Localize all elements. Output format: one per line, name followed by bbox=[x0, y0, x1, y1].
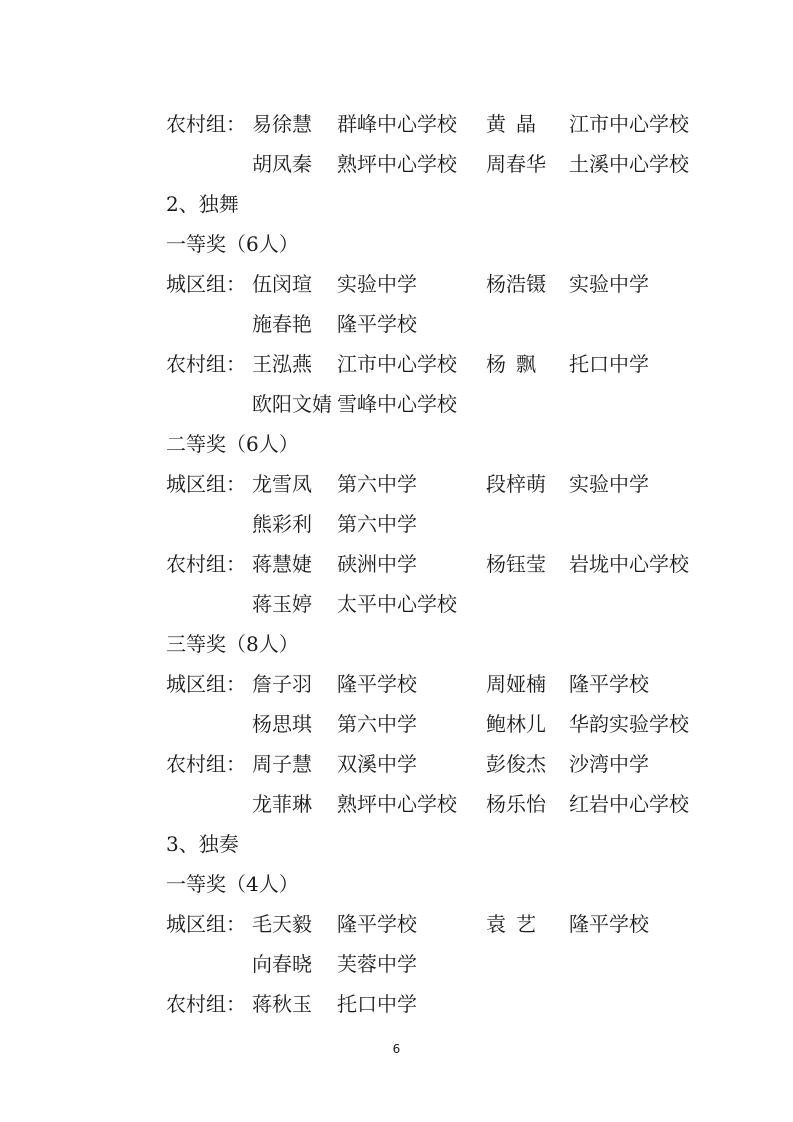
school-name: 隆平学校 bbox=[337, 312, 417, 336]
group-label: 城区组： bbox=[166, 912, 246, 936]
group-label: 城区组： bbox=[166, 472, 246, 496]
school-name: 熟坪中心学校 bbox=[337, 792, 457, 816]
school-name: 江市中心学校 bbox=[569, 112, 689, 136]
winner-name: 向春晓 bbox=[252, 952, 312, 976]
heading-text: 一等奖（4人） bbox=[166, 872, 299, 896]
winner-name: 彭俊杰 bbox=[486, 752, 546, 776]
group-label: 农村组： bbox=[166, 352, 246, 376]
winner-name: 鲍林儿 bbox=[486, 712, 546, 736]
winner-name: 周春华 bbox=[486, 152, 546, 176]
heading-text: 三等奖（8人） bbox=[166, 632, 299, 656]
winner-name: 毛天毅 bbox=[252, 912, 312, 936]
school-name: 熟坪中心学校 bbox=[337, 152, 457, 176]
winner-name: 袁艺 bbox=[486, 912, 546, 936]
school-name: 托口中学 bbox=[337, 992, 417, 1016]
group-label: 城区组： bbox=[166, 672, 246, 696]
winner-name: 周娅楠 bbox=[486, 672, 546, 696]
school-name: 托口中学 bbox=[569, 352, 649, 376]
school-name: 第六中学 bbox=[337, 712, 417, 736]
winner-name: 易徐慧 bbox=[252, 112, 312, 136]
school-name: 江市中心学校 bbox=[337, 352, 457, 376]
group-label: 农村组： bbox=[166, 992, 246, 1016]
winner-name: 蒋慧婕 bbox=[252, 552, 312, 576]
winner-name: 杨钰莹 bbox=[486, 552, 546, 576]
school-name: 隆平学校 bbox=[569, 672, 649, 696]
school-name: 芙蓉中学 bbox=[337, 952, 417, 976]
winner-name: 杨思琪 bbox=[252, 712, 312, 736]
school-name: 实验中学 bbox=[569, 472, 649, 496]
school-name: 太平中心学校 bbox=[337, 592, 457, 616]
winner-name: 段梓萌 bbox=[486, 472, 546, 496]
school-name: 第六中学 bbox=[337, 512, 417, 536]
winner-name: 胡凤秦 bbox=[252, 152, 312, 176]
school-name: 实验中学 bbox=[569, 272, 649, 296]
school-name: 红岩中心学校 bbox=[569, 792, 689, 816]
group-label: 城区组： bbox=[166, 272, 246, 296]
school-name: 双溪中学 bbox=[337, 752, 417, 776]
winner-name: 杨浩镊 bbox=[486, 272, 546, 296]
winner-name: 熊彩利 bbox=[252, 512, 312, 536]
winner-name: 王泓燕 bbox=[252, 352, 312, 376]
winner-name: 杨乐怡 bbox=[486, 792, 546, 816]
winner-name: 伍闵瑄 bbox=[252, 272, 312, 296]
school-name: 第六中学 bbox=[337, 472, 417, 496]
heading-text: 一等奖（6人） bbox=[166, 232, 299, 256]
winner-name: 龙菲琳 bbox=[252, 792, 312, 816]
school-name: 隆平学校 bbox=[569, 912, 649, 936]
winner-name: 蒋玉婷 bbox=[252, 592, 312, 616]
heading-text: 2、独舞 bbox=[166, 192, 239, 216]
winner-name: 蒋秋玉 bbox=[252, 992, 312, 1016]
school-name: 土溪中心学校 bbox=[569, 152, 689, 176]
school-name: 沙湾中学 bbox=[569, 752, 649, 776]
winner-name: 杨飘 bbox=[486, 352, 546, 376]
school-name: 华韵实验学校 bbox=[569, 712, 689, 736]
group-label: 农村组： bbox=[166, 112, 246, 136]
winner-name: 黄晶 bbox=[486, 112, 546, 136]
group-label: 农村组： bbox=[166, 552, 246, 576]
school-name: 岩垅中心学校 bbox=[569, 552, 689, 576]
school-name: 硖洲中学 bbox=[337, 552, 417, 576]
page-number: 6 bbox=[392, 1042, 401, 1056]
heading-text: 3、独奏 bbox=[166, 832, 239, 856]
school-name: 隆平学校 bbox=[337, 912, 417, 936]
winner-name: 龙雪凤 bbox=[252, 472, 312, 496]
school-name: 雪峰中心学校 bbox=[337, 392, 457, 416]
winner-name: 周子慧 bbox=[252, 752, 312, 776]
school-name: 隆平学校 bbox=[337, 672, 417, 696]
winner-name: 詹子羽 bbox=[252, 672, 312, 696]
heading-text: 二等奖（6人） bbox=[166, 432, 299, 456]
winner-name: 施春艳 bbox=[252, 312, 312, 336]
group-label: 农村组： bbox=[166, 752, 246, 776]
school-name: 实验中学 bbox=[337, 272, 417, 296]
school-name: 群峰中心学校 bbox=[337, 112, 457, 136]
winner-name: 欧阳文婧 bbox=[252, 392, 332, 416]
